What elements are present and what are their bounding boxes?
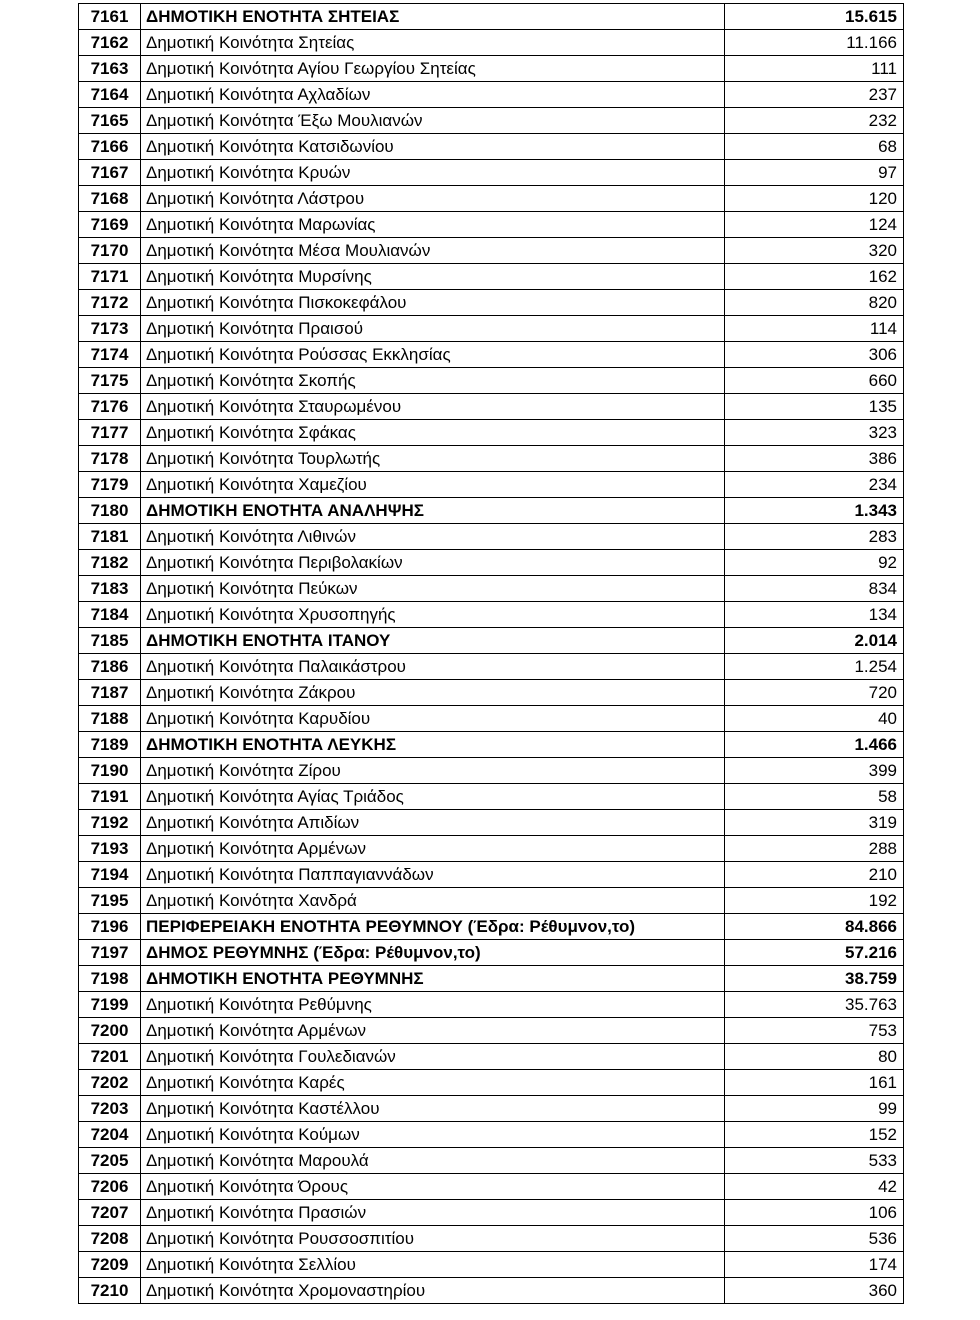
table-row <box>79 680 904 706</box>
table-row <box>79 576 904 602</box>
row-name: Δημοτική Κοινότητα Χαμεζίου <box>141 472 725 498</box>
row-code: 7180 <box>79 498 141 524</box>
row-name: Δημοτική Κοινότητα Αγίου Γεωργίου Σητείας <box>141 56 725 82</box>
table-row <box>79 1174 904 1200</box>
row-population: 192 <box>725 888 904 914</box>
row-name: Δημοτική Κοινότητα Όρους <box>141 1174 725 1200</box>
table-row <box>79 420 904 446</box>
table-row <box>79 862 904 888</box>
table-row <box>79 264 904 290</box>
row-name: Δημοτική Κοινότητα Κρυών <box>141 160 725 186</box>
row-name: Δημοτική Κοινότητα Αρμένων <box>141 1018 725 1044</box>
row-name: Δημοτική Κοινότητα Λάστρου <box>141 186 725 212</box>
row-name: Δημοτική Κοινότητα Μαρουλά <box>141 1148 725 1174</box>
row-population: 11.166 <box>725 30 904 56</box>
row-population: 15.615 <box>725 4 904 30</box>
row-code: 7173 <box>79 316 141 342</box>
row-code: 7209 <box>79 1252 141 1278</box>
row-code: 7196 <box>79 914 141 940</box>
table-row-heading <box>79 628 904 654</box>
row-name: Δημοτική Κοινότητα Ζίρου <box>141 758 725 784</box>
row-population: 99 <box>725 1096 904 1122</box>
table-row <box>79 30 904 56</box>
row-population: 38.759 <box>725 966 904 992</box>
table-row <box>79 758 904 784</box>
row-code: 7170 <box>79 238 141 264</box>
table-row <box>79 1252 904 1278</box>
row-name: Δημοτική Κοινότητα Σταυρωμένου <box>141 394 725 420</box>
row-code: 7183 <box>79 576 141 602</box>
row-name: Δημοτική Κοινότητα Σητείας <box>141 30 725 56</box>
row-population: 97 <box>725 160 904 186</box>
row-population: 323 <box>725 420 904 446</box>
row-name: Δημοτική Κοινότητα Περιβολακίων <box>141 550 725 576</box>
row-population: 106 <box>725 1200 904 1226</box>
row-population: 134 <box>725 602 904 628</box>
row-name: Δημοτική Κοινότητα Απιδίων <box>141 810 725 836</box>
table-row-heading <box>79 966 904 992</box>
row-population: 114 <box>725 316 904 342</box>
row-name: Δημοτική Κοινότητα Μέσα Μουλιανών <box>141 238 725 264</box>
row-population: 84.866 <box>725 914 904 940</box>
row-name: Δημοτική Κοινότητα Χρομοναστηρίου <box>141 1278 725 1304</box>
table-row-heading <box>79 940 904 966</box>
table-row <box>79 134 904 160</box>
table-row <box>79 550 904 576</box>
row-name: Δημοτική Κοινότητα Χανδρά <box>141 888 725 914</box>
row-code: 7166 <box>79 134 141 160</box>
row-code: 7188 <box>79 706 141 732</box>
row-population: 288 <box>725 836 904 862</box>
table-row <box>79 888 904 914</box>
row-population: 57.216 <box>725 940 904 966</box>
row-code: 7168 <box>79 186 141 212</box>
row-population: 111 <box>725 56 904 82</box>
row-code: 7182 <box>79 550 141 576</box>
row-name: Δημοτική Κοινότητα Ρουσσοσπιτίου <box>141 1226 725 1252</box>
table-row-heading <box>79 732 904 758</box>
row-code: 7185 <box>79 628 141 654</box>
row-code: 7200 <box>79 1018 141 1044</box>
row-population: 360 <box>725 1278 904 1304</box>
row-population: 92 <box>725 550 904 576</box>
table-row <box>79 316 904 342</box>
table-row <box>79 160 904 186</box>
row-population: 720 <box>725 680 904 706</box>
row-population: 1.343 <box>725 498 904 524</box>
row-population: 80 <box>725 1044 904 1070</box>
row-name: Δημοτική Κοινότητα Μαρωνίας <box>141 212 725 238</box>
row-code: 7177 <box>79 420 141 446</box>
table-row <box>79 1018 904 1044</box>
row-name: Δημοτική Κοινότητα Τουρλωτής <box>141 446 725 472</box>
table-row <box>79 1070 904 1096</box>
row-code: 7164 <box>79 82 141 108</box>
row-population: 1.254 <box>725 654 904 680</box>
row-name: Δημοτική Κοινότητα Παππαγιαννάδων <box>141 862 725 888</box>
row-code: 7193 <box>79 836 141 862</box>
row-population: 68 <box>725 134 904 160</box>
table-row-heading <box>79 914 904 940</box>
population-table <box>78 3 904 1304</box>
row-population: 834 <box>725 576 904 602</box>
row-name: Δημοτική Κοινότητα Ρεθύμνης <box>141 992 725 1018</box>
row-code: 7176 <box>79 394 141 420</box>
row-population: 2.014 <box>725 628 904 654</box>
row-code: 7198 <box>79 966 141 992</box>
table-row <box>79 394 904 420</box>
row-name: ΔΗΜΟΤΙΚΗ ΕΝΟΤΗΤΑ ΛΕΥΚΗΣ <box>141 732 725 758</box>
row-name: Δημοτική Κοινότητα Πεύκων <box>141 576 725 602</box>
row-code: 7197 <box>79 940 141 966</box>
table-row <box>79 1148 904 1174</box>
row-code: 7161 <box>79 4 141 30</box>
table-row <box>79 654 904 680</box>
table-row <box>79 524 904 550</box>
row-population: 320 <box>725 238 904 264</box>
row-code: 7207 <box>79 1200 141 1226</box>
row-population: 399 <box>725 758 904 784</box>
row-population: 232 <box>725 108 904 134</box>
table-row <box>79 1200 904 1226</box>
row-name: Δημοτική Κοινότητα Έξω Μουλιανών <box>141 108 725 134</box>
table-row <box>79 446 904 472</box>
row-name: Δημοτική Κοινότητα Καστέλλου <box>141 1096 725 1122</box>
row-name: Δημοτική Κοινότητα Αχλαδίων <box>141 82 725 108</box>
table-row-heading <box>79 4 904 30</box>
row-population: 210 <box>725 862 904 888</box>
row-population: 536 <box>725 1226 904 1252</box>
row-population: 152 <box>725 1122 904 1148</box>
row-name: Δημοτική Κοινότητα Χρυσοπηγής <box>141 602 725 628</box>
row-name: Δημοτική Κοινότητα Γουλεδιανών <box>141 1044 725 1070</box>
row-code: 7206 <box>79 1174 141 1200</box>
row-code: 7172 <box>79 290 141 316</box>
row-name: Δημοτική Κοινότητα Σελλίου <box>141 1252 725 1278</box>
table-row <box>79 602 904 628</box>
row-name: Δημοτική Κοινότητα Παλαικάστρου <box>141 654 725 680</box>
row-code: 7175 <box>79 368 141 394</box>
row-name: Δημοτική Κοινότητα Πρασιών <box>141 1200 725 1226</box>
row-name: Δημοτική Κοινότητα Σφάκας <box>141 420 725 446</box>
table-row <box>79 836 904 862</box>
row-population: 234 <box>725 472 904 498</box>
row-name: Δημοτική Κοινότητα Σκοπής <box>141 368 725 394</box>
table-row <box>79 82 904 108</box>
row-population: 58 <box>725 784 904 810</box>
table-row <box>79 810 904 836</box>
table-row <box>79 342 904 368</box>
row-code: 7189 <box>79 732 141 758</box>
row-population: 660 <box>725 368 904 394</box>
row-code: 7187 <box>79 680 141 706</box>
row-code: 7181 <box>79 524 141 550</box>
row-code: 7162 <box>79 30 141 56</box>
row-code: 7163 <box>79 56 141 82</box>
row-name: Δημοτική Κοινότητα Κούμων <box>141 1122 725 1148</box>
row-code: 7165 <box>79 108 141 134</box>
row-population: 42 <box>725 1174 904 1200</box>
row-code: 7191 <box>79 784 141 810</box>
table-row <box>79 1096 904 1122</box>
row-code: 7178 <box>79 446 141 472</box>
table-row <box>79 186 904 212</box>
row-name: Δημοτική Κοινότητα Ρούσσας Εκκλησίας <box>141 342 725 368</box>
row-population: 386 <box>725 446 904 472</box>
row-code: 7201 <box>79 1044 141 1070</box>
row-code: 7184 <box>79 602 141 628</box>
row-name: Δημοτική Κοινότητα Καρυδίου <box>141 706 725 732</box>
row-name: Δημοτική Κοινότητα Ζάκρου <box>141 680 725 706</box>
row-population: 35.763 <box>725 992 904 1018</box>
row-name: ΔΗΜΟΤΙΚΗ ΕΝΟΤΗΤΑ ΑΝΑΛΗΨΗΣ <box>141 498 725 524</box>
row-code: 7210 <box>79 1278 141 1304</box>
row-population: 319 <box>725 810 904 836</box>
table-row <box>79 1226 904 1252</box>
table-row <box>79 1278 904 1304</box>
row-name: Δημοτική Κοινότητα Πραισού <box>141 316 725 342</box>
table-row-heading <box>79 498 904 524</box>
row-code: 7167 <box>79 160 141 186</box>
table-row <box>79 1122 904 1148</box>
row-code: 7204 <box>79 1122 141 1148</box>
row-name: ΔΗΜΟΣ ΡΕΘΥΜΝΗΣ (Έδρα: Ρέθυμνον,το) <box>141 940 725 966</box>
row-population: 1.466 <box>725 732 904 758</box>
table-row <box>79 108 904 134</box>
row-population: 306 <box>725 342 904 368</box>
row-name: ΔΗΜΟΤΙΚΗ ΕΝΟΤΗΤΑ ΙΤΑΝΟΥ <box>141 628 725 654</box>
row-code: 7186 <box>79 654 141 680</box>
row-code: 7174 <box>79 342 141 368</box>
row-name: Δημοτική Κοινότητα Πισκοκεφάλου <box>141 290 725 316</box>
row-population: 135 <box>725 394 904 420</box>
table-row <box>79 1044 904 1070</box>
row-code: 7190 <box>79 758 141 784</box>
row-name: Δημοτική Κοινότητα Αρμένων <box>141 836 725 862</box>
table-row <box>79 368 904 394</box>
row-name: ΠΕΡΙΦΕΡΕΙΑΚΗ ΕΝΟΤΗΤΑ ΡΕΘΥΜΝΟΥ (Έδρα: Ρέθυμνον,το) <box>141 914 725 940</box>
row-population: 283 <box>725 524 904 550</box>
row-code: 7194 <box>79 862 141 888</box>
row-code: 7199 <box>79 992 141 1018</box>
row-population: 161 <box>725 1070 904 1096</box>
row-population: 753 <box>725 1018 904 1044</box>
row-code: 7171 <box>79 264 141 290</box>
row-name: Δημοτική Κοινότητα Καρές <box>141 1070 725 1096</box>
row-population: 120 <box>725 186 904 212</box>
table-row <box>79 238 904 264</box>
row-code: 7195 <box>79 888 141 914</box>
row-code: 7169 <box>79 212 141 238</box>
row-name: ΔΗΜΟΤΙΚΗ ΕΝΟΤΗΤΑ ΡΕΘΥΜΝΗΣ <box>141 966 725 992</box>
row-code: 7205 <box>79 1148 141 1174</box>
row-population: 124 <box>725 212 904 238</box>
table-row <box>79 784 904 810</box>
table-row <box>79 992 904 1018</box>
table-body <box>79 4 904 1304</box>
row-population: 820 <box>725 290 904 316</box>
table-row <box>79 290 904 316</box>
row-name: Δημοτική Κοινότητα Λιθινών <box>141 524 725 550</box>
table-row <box>79 472 904 498</box>
row-name: Δημοτική Κοινότητα Μυρσίνης <box>141 264 725 290</box>
row-name: Δημοτική Κοινότητα Κατσιδωνίου <box>141 134 725 160</box>
table-row <box>79 212 904 238</box>
table-row <box>79 706 904 732</box>
row-code: 7179 <box>79 472 141 498</box>
row-code: 7202 <box>79 1070 141 1096</box>
row-population: 237 <box>725 82 904 108</box>
row-name: Δημοτική Κοινότητα Αγίας Τριάδος <box>141 784 725 810</box>
row-population: 174 <box>725 1252 904 1278</box>
row-code: 7203 <box>79 1096 141 1122</box>
row-population: 533 <box>725 1148 904 1174</box>
row-population: 40 <box>725 706 904 732</box>
row-code: 7192 <box>79 810 141 836</box>
row-population: 162 <box>725 264 904 290</box>
row-code: 7208 <box>79 1226 141 1252</box>
table-row <box>79 56 904 82</box>
row-name: ΔΗΜΟΤΙΚΗ ΕΝΟΤΗΤΑ ΣΗΤΕΙΑΣ <box>141 4 725 30</box>
